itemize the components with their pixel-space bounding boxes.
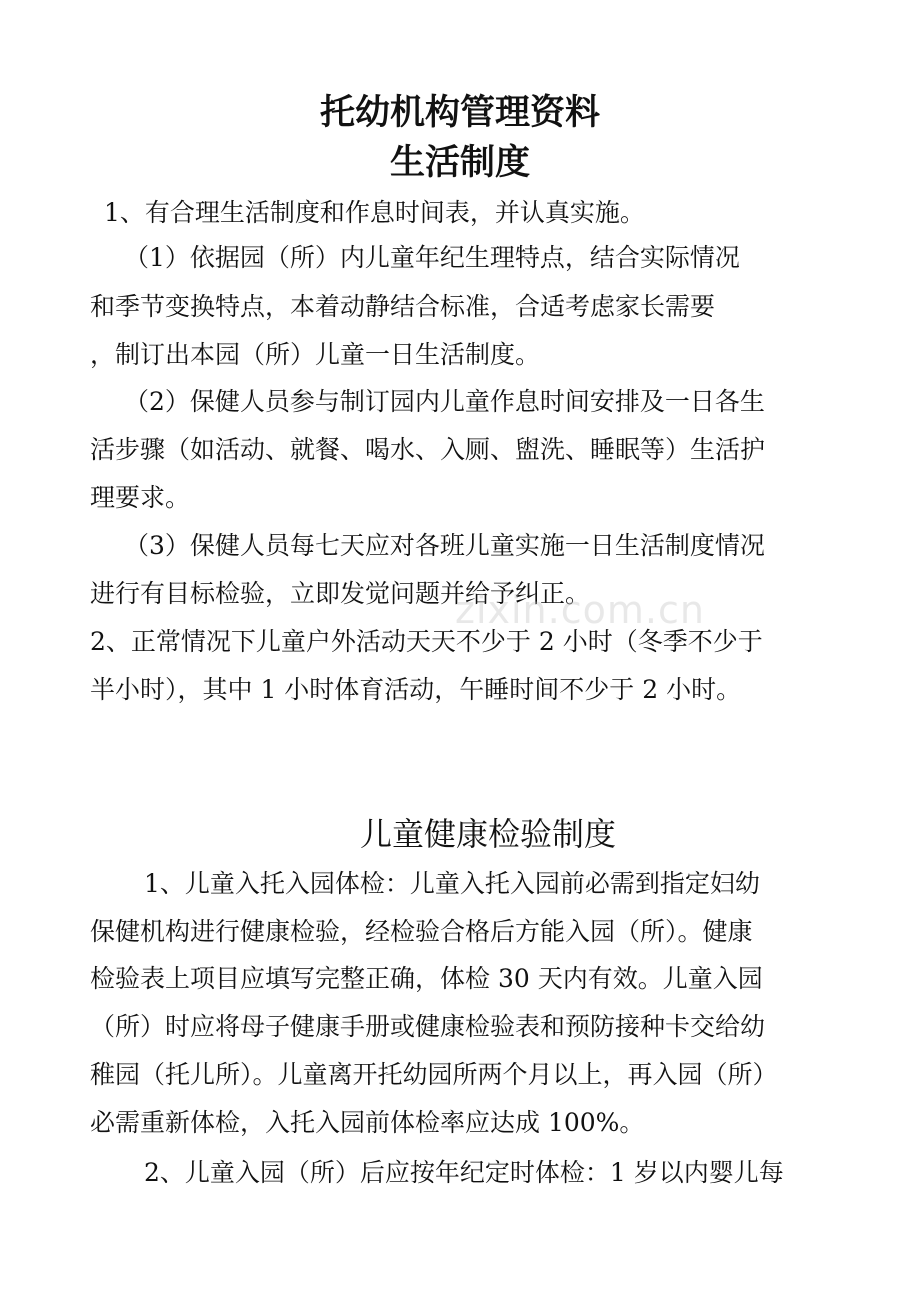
document-title: 托幼机构管理资料 xyxy=(319,92,600,133)
paragraph-line: 稚园（托儿所）。儿童离开托幼园所两个月以上，再入园（所） xyxy=(90,1060,778,1089)
paragraph-line: 进行有目标检验，立即发觉问题并给予纠正。 xyxy=(90,579,591,608)
paragraph-line: （3）保健人员每七天应对各班儿童实施一日生活制度情况 xyxy=(124,531,765,560)
paragraph-line: 2、儿童入园（所）后应按年纪定时体检：1 岁以内婴儿每 xyxy=(144,1158,784,1187)
section-heading-life-system: 生活制度 xyxy=(389,142,530,183)
paragraph-line: 半小时），其中 1 小时体育活动，午睡时间不少于 2 小时。 xyxy=(90,675,742,704)
paragraph-line: 保健机构进行健康检验，经检验合格后方能入园（所）。健康 xyxy=(90,917,753,946)
paragraph-line: 2、正常情况下儿童户外活动天天不少于 2 小时（冬季不少于 xyxy=(90,627,763,656)
paragraph-line: 检验表上项目应填写完整正确，体检 30 天内有效。儿童入园 xyxy=(90,964,763,993)
paragraph-line: （2）保健人员参与制订园内儿童作息时间安排及一日各生 xyxy=(124,387,765,416)
paragraph-line: 必需重新体检，入托入园前体检率应达成 100%。 xyxy=(90,1108,645,1137)
paragraph-line: 活步骤（如活动、就餐、喝水、入厕、盥洗、睡眠等）生活护 xyxy=(90,435,766,464)
watermark: zixin.com.cn xyxy=(455,588,705,632)
paragraph-line: 和季节变换特点，本着动静结合标准，合适考虑家长需要 xyxy=(90,292,716,321)
paragraph-line: 1、儿童入托入园体检：儿童入托入园前必需到指定妇幼 xyxy=(144,869,760,898)
section-heading-health-check: 儿童健康检验制度 xyxy=(360,815,617,853)
paragraph-line: （1）依据园（所）内儿童年纪生理特点，结合实际情况 xyxy=(124,243,740,272)
paragraph-line: ，制订出本园（所）儿童一日生活制度。 xyxy=(90,340,541,369)
paragraph-line: （所）时应将母子健康手册或健康检验表和预防接种卡交给幼 xyxy=(90,1012,766,1041)
paragraph-line: 1、有合理生活制度和作息时间表，并认真实施。 xyxy=(104,198,645,227)
paragraph-line: 理要求。 xyxy=(90,483,191,512)
